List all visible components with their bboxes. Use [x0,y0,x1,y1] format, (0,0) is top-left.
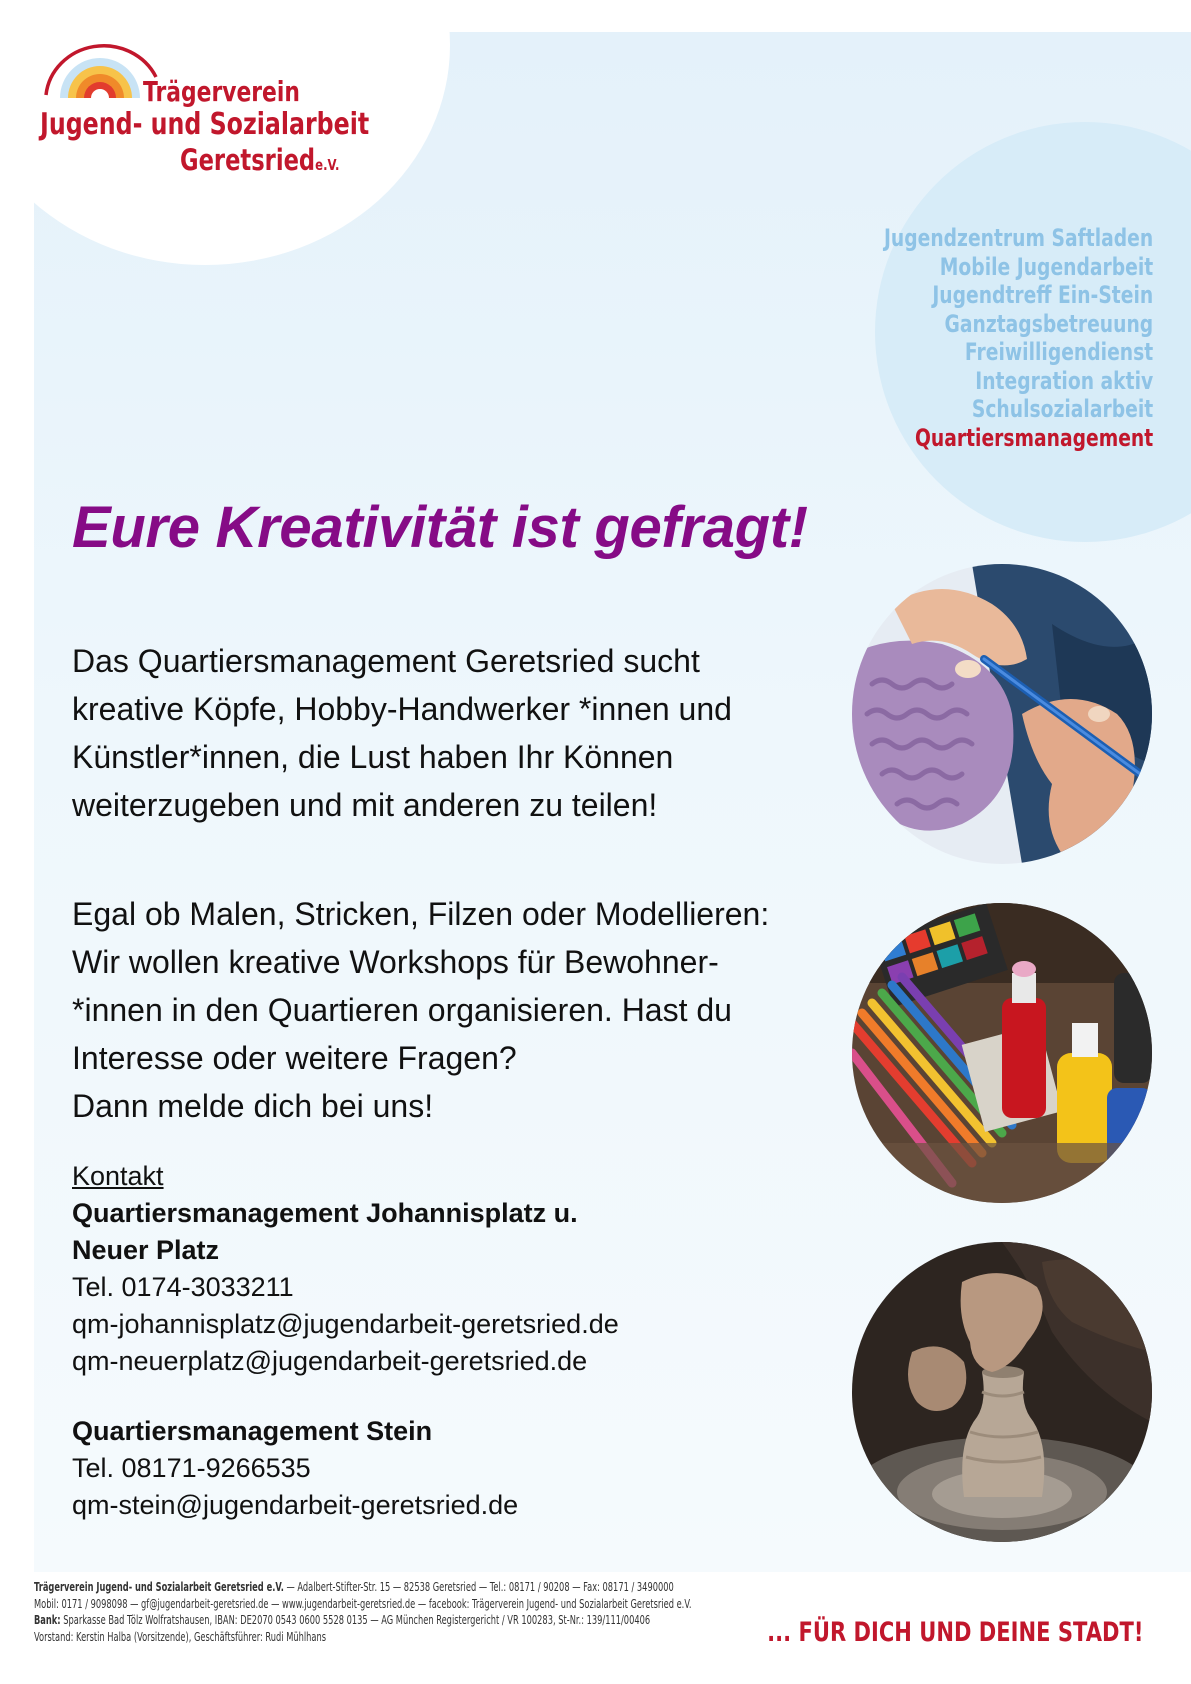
nav-item-ganztagsbetreuung[interactable]: Ganztagsbetreuung [944,309,1153,338]
nav-item-quartiersmanagement[interactable]: Quartiersmanagement [914,423,1153,452]
footer-address: — Adalbert-Stifter-Str. 15 — 82538 Geretsried — Tel.: 08171 / 90208 — Fax: 08171 / 3490000 [283,1580,674,1594]
body-line: Dann melde dich bei uns! [72,1088,434,1124]
body-paragraph [72,890,872,1130]
footer-line3 [34,1612,692,1629]
intro-line: weiterzugeben und mit anderen zu teilen! [72,787,658,823]
nav-item-integration[interactable]: Integration aktiv [975,366,1153,395]
logo-suffix: e.V. [315,156,340,174]
footer-bank-label: Bank: [34,1613,61,1627]
pottery-wheel-photo [852,1242,1152,1542]
office1-email1[interactable]: qm-johannisplatz@jugendarbeit-geretsried.de [72,1309,619,1339]
contact-spacer [72,1380,619,1413]
art-supplies-photo [852,903,1152,1203]
body-line: *innen in den Quartieren organisieren. Hast du [72,992,732,1028]
crochet-photo [852,564,1152,864]
office2-email[interactable]: qm-stein@jugendarbeit-geretsried.de [72,1490,519,1520]
nav-item-schulsozialarbeit[interactable]: Schulsozialarbeit [971,395,1153,423]
office1-phone[interactable]: Tel. 0174-3033211 [72,1272,294,1302]
footer-org-name: Trägerverein Jugend- und Sozialarbeit Geretsried e.V. [34,1580,284,1594]
intro-line: Künstler*innen, die Lust haben Ihr Können [72,739,674,775]
office1-name-cont: Neuer Platz [72,1235,220,1265]
footer-line2: Mobil: 0171 / 9098098 — gf@jugendarbeit-geretsried.de — www.jugendarbeit-geretsried.de — facebook: Trägerverein Jugend- und Sozialarbeit Geretsried e.V. [34,1596,692,1611]
nav-item-mobile-jugendarbeit[interactable]: Mobile Jugendarbeit [939,252,1153,281]
page-title: Eure Kreativität ist gefragt! [72,495,808,560]
nav-item-freiwilligendienst[interactable]: Freiwilligendienst [964,338,1153,366]
body-line: Wir wollen kreative Workshops für Bewohner- [72,944,719,980]
office2-phone[interactable]: Tel. 08171-9266535 [72,1453,311,1483]
office1-email2[interactable]: qm-neuerplatz@jugendarbeit-geretsried.de [72,1346,588,1376]
program-nav [808,224,1153,452]
footer-bank-details: Sparkasse Bad Tölz Wolfratshausen, IBAN: DE2070 0543 0600 5528 0135 — AG München Registergericht / VR 100283, St-Nr.: 139/111/00406 [60,1613,651,1627]
footer-line1 [34,1579,692,1596]
nav-item-jugendtreff[interactable]: Jugendtreff Ein-Stein [932,281,1153,309]
logo-line2: Jugend- und Sozialarbeit [40,107,370,142]
intro-line: kreative Köpfe, Hobby-Handwerker *innen und [72,691,732,727]
logo-line3: Geretsriede.V. [180,143,340,177]
logo-line1: Trägerverein [143,75,300,108]
office2-name: Quartiersmanagement Stein [72,1416,433,1446]
footer-slogan: ... FÜR DICH UND DEINE STADT! [766,1617,1143,1648]
office1-name: Quartiersmanagement Johannisplatz u. [72,1198,578,1228]
contact-heading: Kontakt [72,1161,164,1191]
intro-line: Das Quartiersmanagement Geretsried sucht [72,643,700,679]
contact-block [72,1158,619,1524]
body-line: Egal ob Malen, Stricken, Filzen oder Modellieren: [72,896,770,932]
footer-line4: Vorstand: Kerstin Halba (Vorsitzende), Geschäftsführer: Rudi Mühlhans [34,1629,327,1644]
body-line: Interesse oder weitere Fragen? [72,1040,517,1076]
intro-paragraph [72,637,872,829]
nav-item-jugendzentrum[interactable]: Jugendzentrum Saftladen [883,224,1153,252]
